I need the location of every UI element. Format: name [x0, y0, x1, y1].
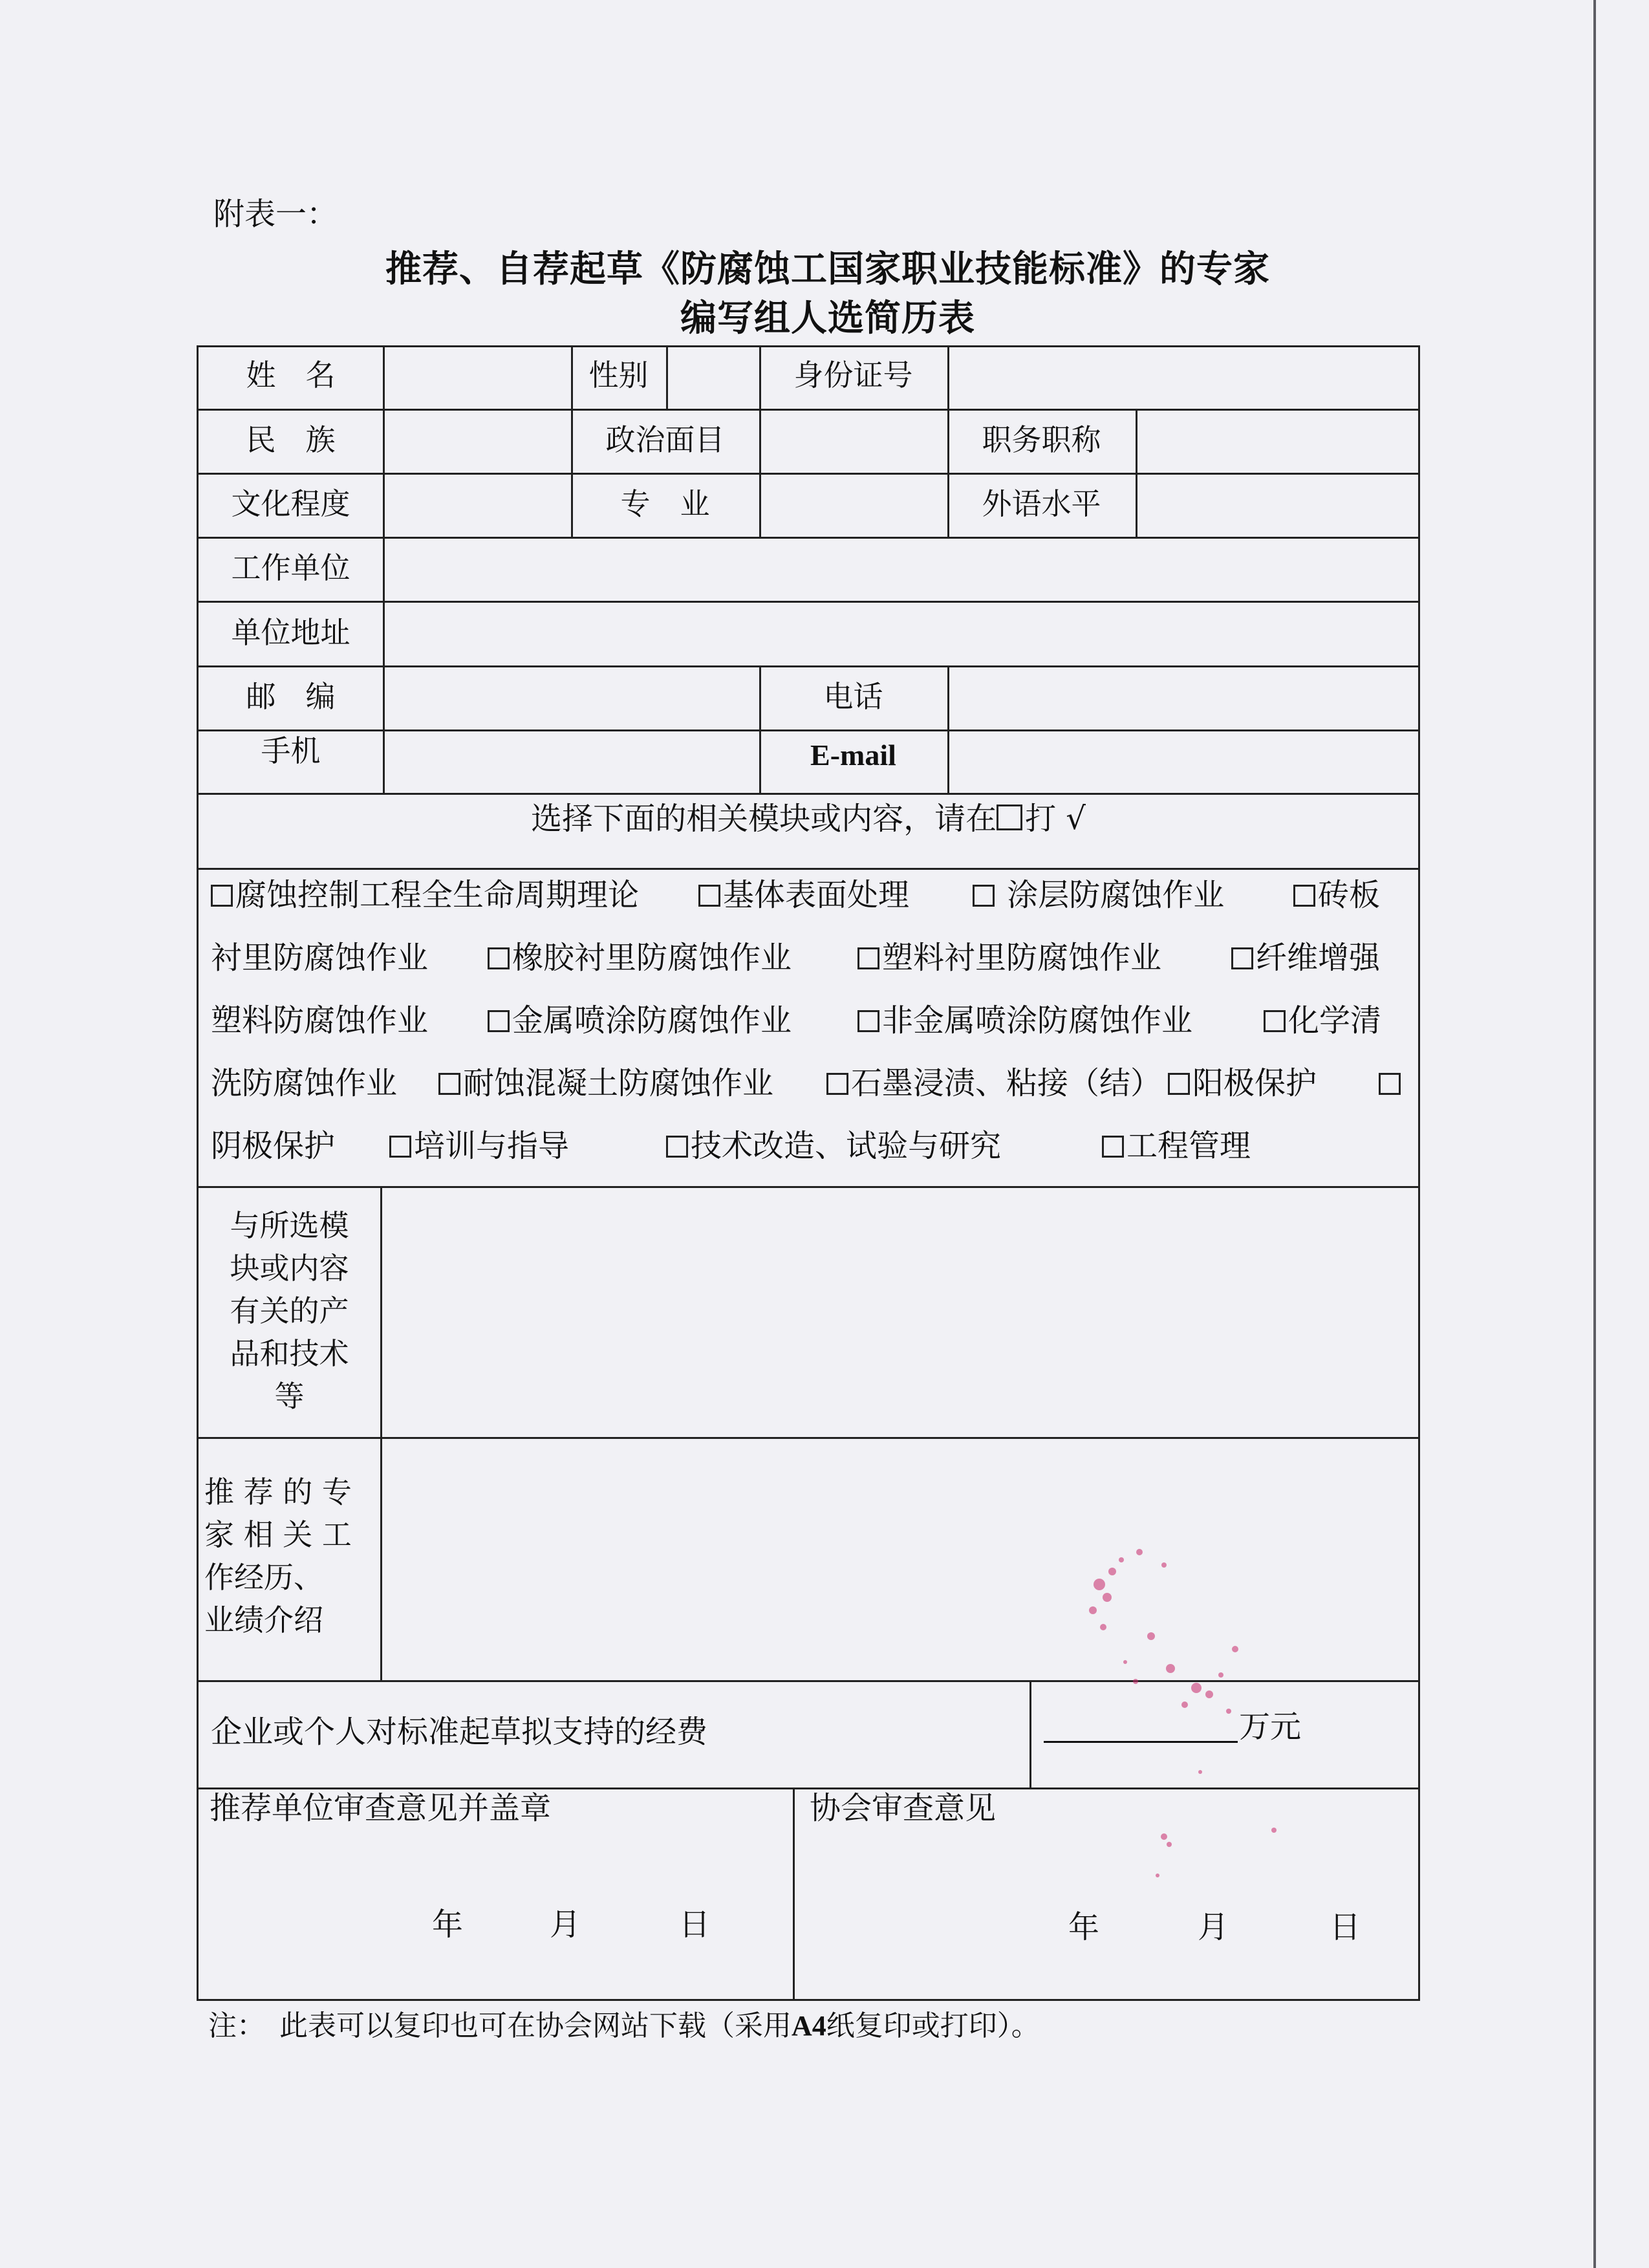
checkbox-icon[interactable]: [389, 1136, 411, 1158]
checkbox-icon[interactable]: [488, 947, 510, 969]
module-item[interactable]: 培训与指导: [389, 1115, 569, 1178]
module-item[interactable]: 金属喷涂防腐蚀作业: [488, 989, 792, 1052]
module-list: [211, 864, 1414, 1178]
checkbox-icon[interactable]: [698, 885, 720, 907]
module-item[interactable]: 技术改造、试验与研究: [666, 1115, 1001, 1178]
module-row: [211, 864, 1414, 927]
footnote-paper-size: A4: [792, 2010, 826, 2042]
page-edge: [1593, 0, 1596, 2268]
module-item[interactable]: 耐蚀混凝土防腐蚀作业: [438, 1052, 773, 1115]
module-item-continued: 塑料防腐蚀作业: [211, 1002, 429, 1039]
col-divider: [793, 1787, 795, 2001]
date-year: 年: [432, 1906, 464, 1943]
label-products: 与所选模 块或内容 有关的产 品和技术 等: [230, 1208, 349, 1414]
label-political-status: 政治面目: [605, 422, 725, 457]
form-title-line1: 推荐、自荐起草《防腐蚀工国家职业技能标准》的专家: [385, 248, 1270, 290]
input-funding-amount[interactable]: [1044, 1701, 1238, 1740]
label-funding: 企业或个人对标准起草拟支持的经费: [211, 1714, 708, 1750]
annex-label: 附表一：: [213, 196, 338, 232]
module-item[interactable]: 橡胶衬里防腐蚀作业: [488, 927, 792, 989]
input-major[interactable]: [759, 475, 947, 535]
input-mobile[interactable]: [383, 732, 759, 791]
module-item[interactable]: 基体表面处理: [698, 864, 909, 927]
label-gender: 性别: [588, 358, 649, 393]
row-divider: [197, 665, 1420, 667]
row-divider: [197, 729, 1420, 731]
checkbox-icon[interactable]: [211, 885, 233, 907]
label-unit-address: 单位地址: [231, 615, 350, 650]
input-experience[interactable]: [382, 1440, 1418, 1678]
row-divider: [197, 601, 1420, 603]
checkbox-icon[interactable]: [1379, 1073, 1401, 1095]
col-divider: [1029, 1680, 1031, 1787]
select-instruction-text: 选择下面的相关模块或内容，请在: [531, 801, 997, 837]
module-item[interactable]: 腐蚀控制工程全生命周期理论: [211, 864, 639, 927]
checkbox-icon[interactable]: [857, 947, 879, 969]
label-phone: 电话: [823, 679, 883, 714]
checkbox-icon[interactable]: [1231, 947, 1253, 969]
date-month: 月: [1198, 1909, 1229, 1945]
label-recommend-review: 推荐单位审查意见并盖章: [210, 1790, 552, 1826]
label-education: 文化程度: [231, 486, 350, 521]
input-postcode[interactable]: [383, 668, 759, 728]
module-item[interactable]: 非金属喷涂防腐蚀作业: [857, 989, 1192, 1052]
module-item[interactable]: 塑料衬里防腐蚀作业: [857, 927, 1161, 989]
input-id-number[interactable]: [947, 349, 1418, 406]
date-year: 年: [1068, 1909, 1100, 1945]
checkbox-icon[interactable]: [488, 1010, 510, 1032]
input-name[interactable]: [383, 349, 571, 406]
form-title-line2: 编写组人选简历表: [680, 297, 975, 340]
footnote-text: 注： 此表可以复印也可在协会网站下载（采用: [208, 2009, 792, 2042]
module-row: [211, 1052, 1414, 1115]
input-unit-address[interactable]: [383, 603, 1418, 663]
input-ethnicity[interactable]: [383, 411, 571, 471]
label-mobile: 手机: [261, 733, 321, 768]
input-work-unit[interactable]: [383, 539, 1418, 599]
checkbox-icon[interactable]: [1293, 885, 1315, 907]
module-row: [211, 927, 1414, 989]
module-item[interactable]: 阳极保护: [1168, 1052, 1317, 1115]
checkbox-icon[interactable]: [438, 1073, 460, 1095]
label-work-unit: 工作单位: [231, 550, 350, 585]
checkbox-icon[interactable]: [666, 1136, 688, 1158]
funding-unit: 万元: [1239, 1709, 1302, 1745]
funding-amount-line: [1044, 1741, 1238, 1743]
label-name: 姓 名: [246, 358, 336, 393]
footnote-end: 纸复印或打印）。: [826, 2009, 1040, 2042]
row-divider: [197, 793, 1420, 795]
module-item[interactable]: 砖板: [1293, 864, 1380, 927]
label-major: 专 业: [620, 486, 710, 521]
module-item[interactable]: 石墨浸渍、粘接（结）: [826, 1052, 1161, 1115]
row-divider: [197, 537, 1420, 539]
checkbox-icon[interactable]: [857, 1010, 879, 1032]
checkbox-icon[interactable]: [1168, 1073, 1190, 1095]
checkbox-icon[interactable]: [1264, 1010, 1286, 1032]
input-phone[interactable]: [947, 668, 1418, 728]
module-item[interactable]: [1379, 1052, 1403, 1115]
module-item-continued: 阴极保护: [211, 1128, 336, 1164]
label-ethnicity: 民 族: [246, 422, 336, 457]
date-month: 月: [550, 1906, 581, 1943]
checkbox-icon[interactable]: [973, 885, 995, 907]
module-row: [211, 989, 1414, 1052]
label-id-number: 身份证号: [793, 358, 913, 393]
module-item[interactable]: 纤维增强: [1231, 927, 1380, 989]
label-foreign-language: 外语水平: [982, 486, 1101, 521]
input-foreign-language[interactable]: [1136, 475, 1418, 535]
row-divider: [197, 409, 1420, 411]
input-job-title[interactable]: [1136, 411, 1418, 471]
module-row: [211, 1115, 1414, 1178]
select-instruction: [199, 801, 1418, 837]
label-job-title: 职务职称: [982, 422, 1101, 457]
checkbox-icon[interactable]: [1102, 1136, 1124, 1158]
module-item[interactable]: 工程管理: [1102, 1115, 1251, 1178]
row-divider: [197, 473, 1420, 475]
label-association-review: 协会审查意见: [810, 1790, 997, 1826]
row-divider: [197, 1680, 1420, 1682]
label-postcode: 邮 编: [246, 679, 336, 714]
input-gender[interactable]: [666, 349, 759, 406]
module-item-continued: 衬里防腐蚀作业: [211, 940, 429, 976]
label-experience: 推 荐 的 专 家 相 关 工 作经历、 业绩介绍: [204, 1474, 352, 1637]
input-education[interactable]: [383, 475, 571, 535]
module-item[interactable]: 化学清: [1264, 989, 1381, 1052]
date-day: 日: [679, 1906, 711, 1943]
input-email[interactable]: [947, 732, 1418, 791]
date-day: 日: [1330, 1909, 1361, 1945]
select-instruction-mark: 打 √: [1025, 801, 1086, 837]
checkbox-icon[interactable]: [826, 1073, 848, 1095]
label-email: E-mail: [810, 739, 896, 772]
module-item[interactable]: 涂层防腐蚀作业: [973, 864, 1224, 927]
input-products[interactable]: [382, 1189, 1418, 1434]
input-political-status[interactable]: [759, 411, 947, 471]
checkbox-sample-icon: [997, 805, 1022, 830]
module-item-continued: 洗防腐蚀作业: [211, 1065, 398, 1101]
footnote: [208, 2002, 1040, 2044]
row-divider: [197, 1787, 1420, 1789]
